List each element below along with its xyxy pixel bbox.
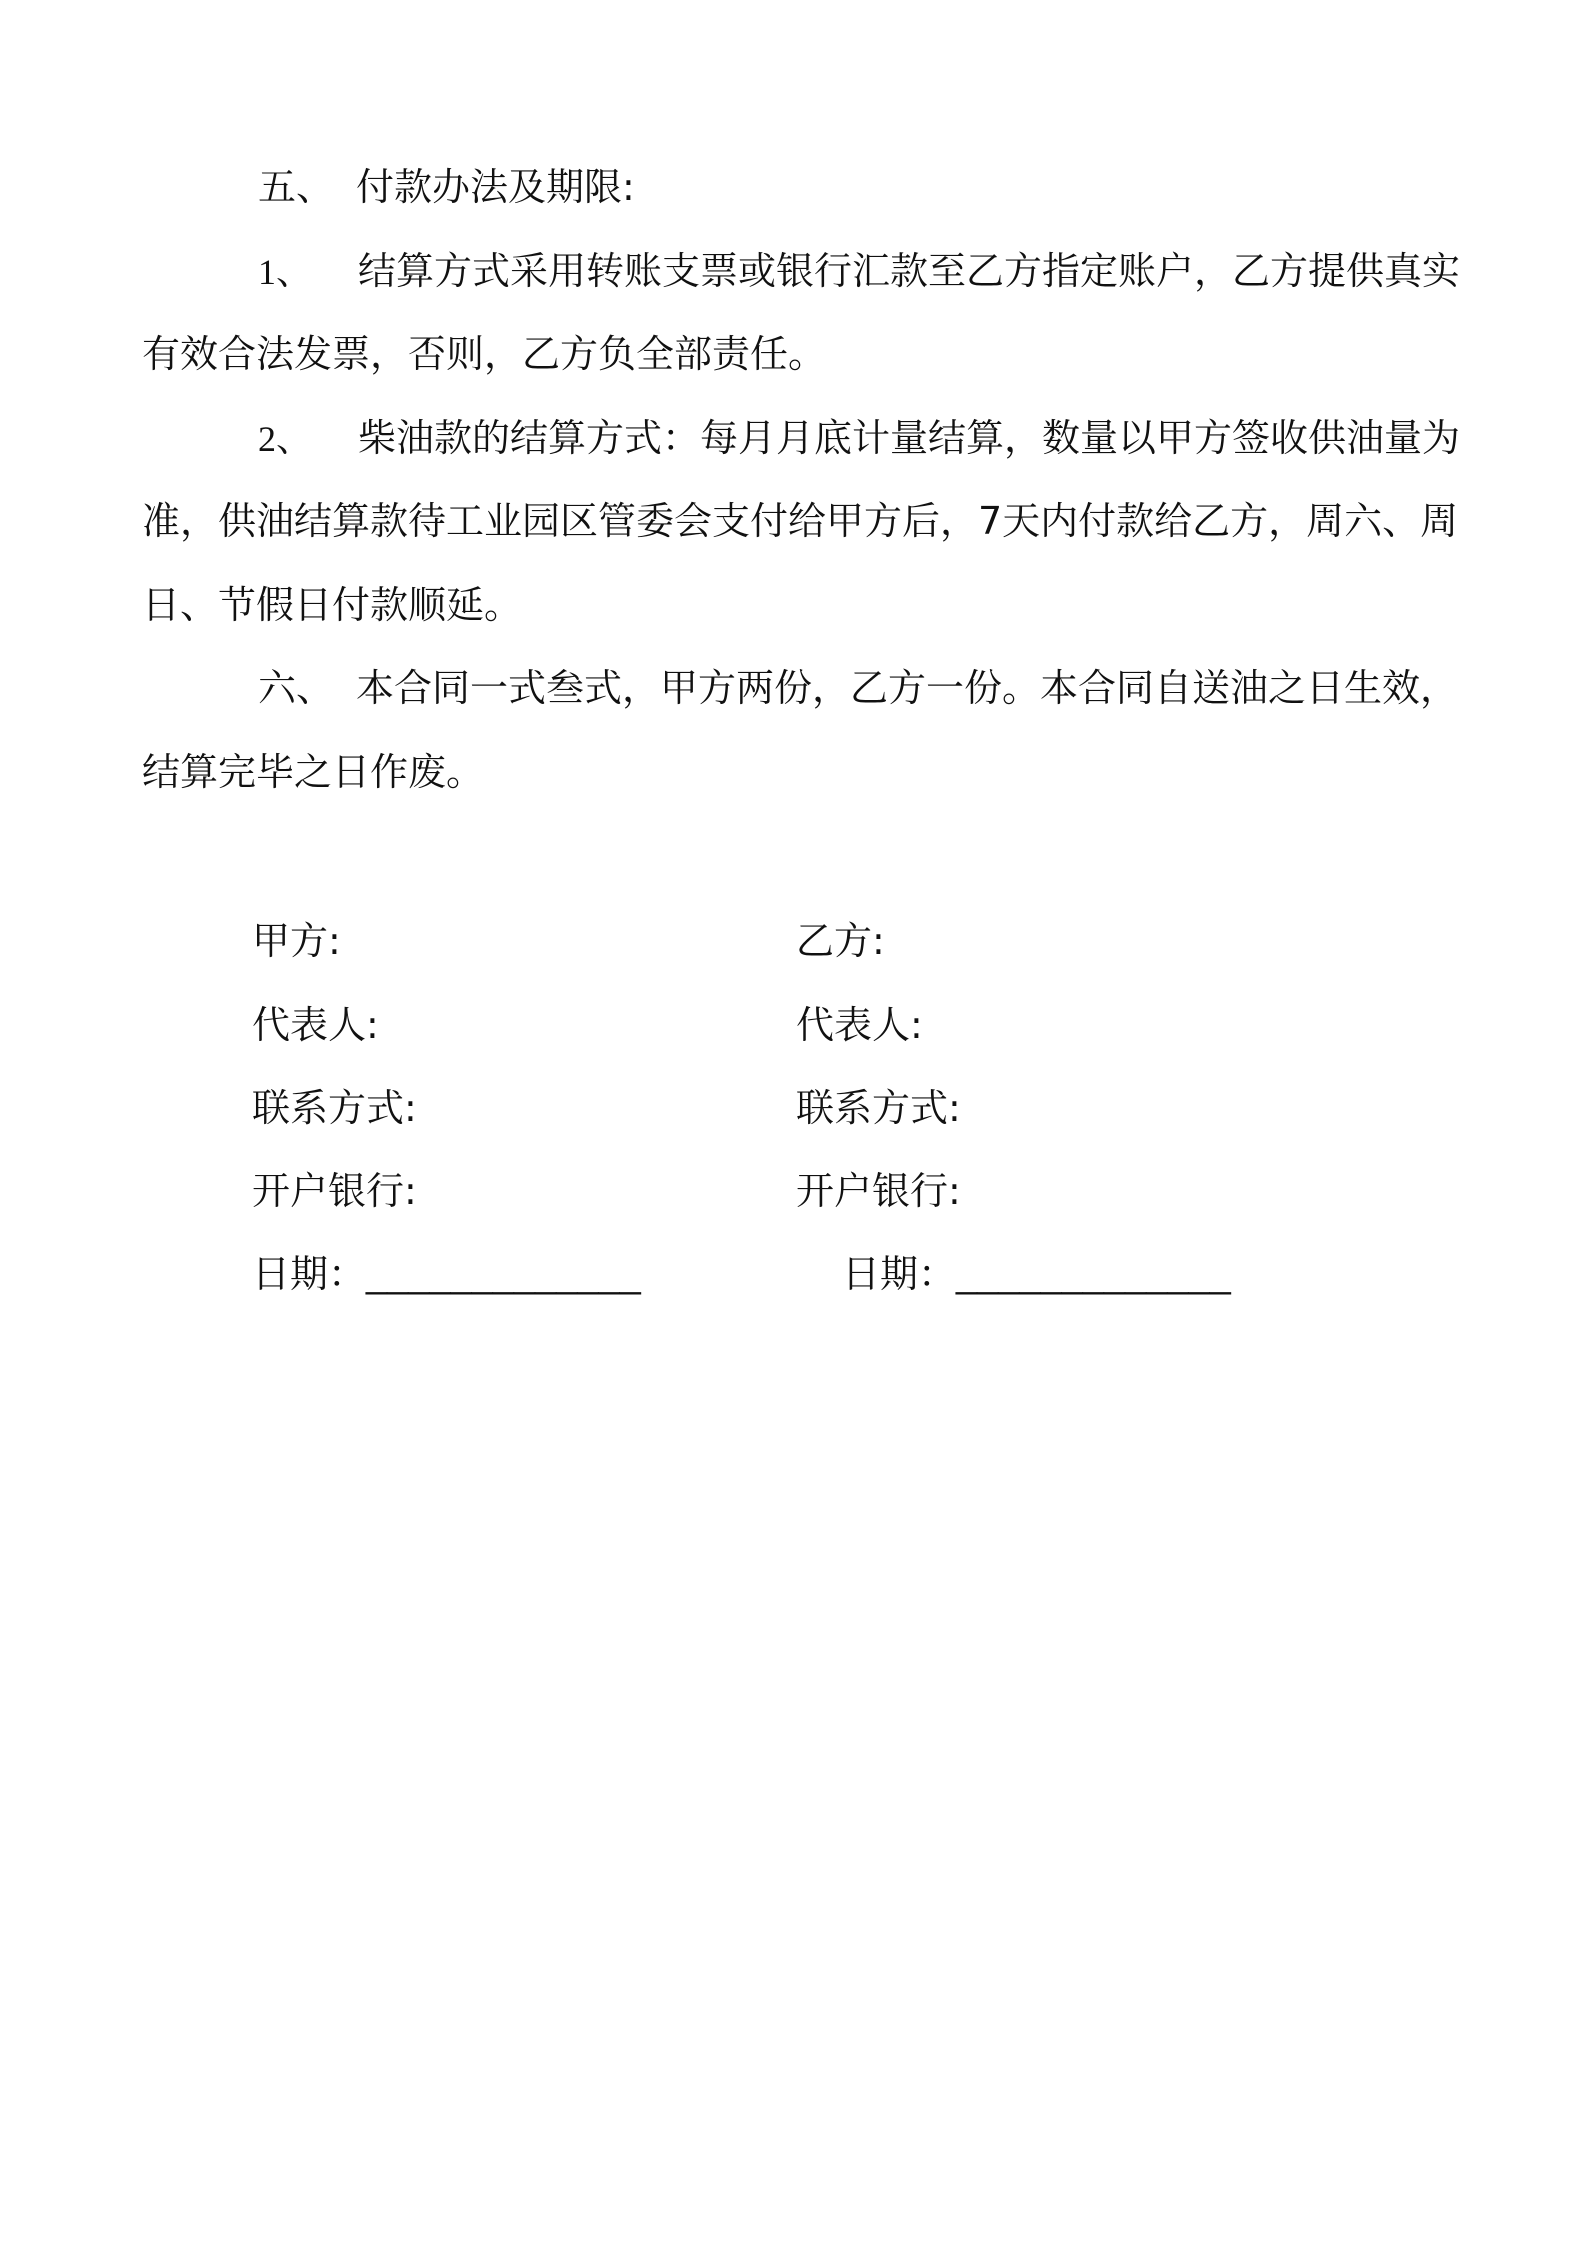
section-6-line-2: 结算完毕之日作废。 [142,750,485,794]
item-1-line-2: 有效合法发票，否则，乙方负全部责任。 [142,332,827,376]
party-b-date-line: 日期：_____________ [842,1254,1231,1296]
party-a-name-label: 甲方: [252,919,341,963]
section-5-title: 付款办法及期限: [356,165,635,209]
item-2-line-2: 准，供油结算款待工业园区管委会支付给甲方后，7天内付款给乙方，周六、周 [142,499,1459,543]
party-b-bank-label: 开户银行: [796,1169,961,1213]
party-a-date-line: 日期：_____________ [252,1254,641,1296]
party-a-contact-label: 联系方式: [252,1086,417,1130]
item-2-line-3: 日、节假日付款顺延。 [142,583,523,627]
section-5-marker: 五、 [258,165,335,209]
section-6-text-1: 本合同一式叁式，甲方两份，乙方一份。本合同自送油之日生效， [356,666,1459,710]
party-b-contact-label: 联系方式: [796,1086,961,1130]
section-6-line-1 [258,666,1459,710]
section-6-marker: 六、 [258,666,335,710]
party-b-name-label: 乙方: [796,919,885,963]
item-1-marker: 1、 [258,252,313,292]
item-2-marker: 2、 [258,419,313,459]
party-a-bank-label: 开户银行: [252,1169,417,1213]
item-2-line-1 [258,416,1461,460]
section-5-heading [258,165,635,209]
item-1-text-1: 结算方式采用转账支票或银行汇款至乙方指定账户，乙方提供真实 [358,249,1461,293]
item-2-text-1: 柴油款的结算方式：每月月底计量结算，数量以甲方签收供油量为 [358,416,1461,460]
party-a-representative-label: 代表人: [252,1003,379,1047]
party-b-representative-label: 代表人: [796,1003,923,1047]
item-1-line-1 [258,249,1461,293]
